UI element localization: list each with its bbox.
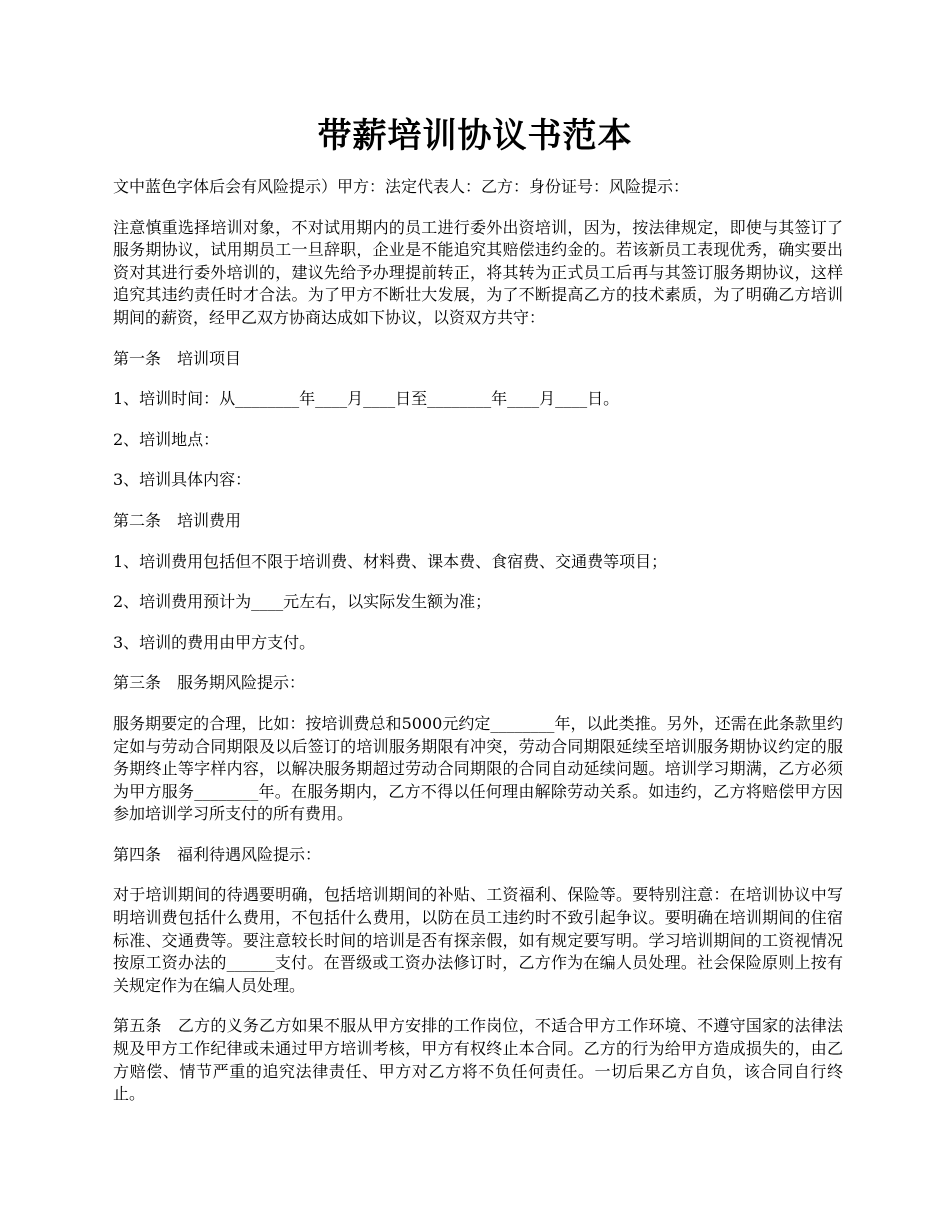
article-2-item-1: 1、培训费用包括但不限于培训费、材料费、课本费、食宿费、交通费等项目；	[113, 551, 668, 571]
article-1-item-2: 2、培训地点：	[113, 429, 220, 449]
article-1-heading: 第一条 培训项目	[113, 348, 242, 368]
article-2-heading: 第二条 培训费用	[113, 510, 242, 530]
document-title: 带薪培训协议书范本	[317, 116, 633, 156]
article-3-heading: 第三条 服务期风险提示：	[113, 673, 306, 693]
article-3-body: 服务期要定的合理，比如：按培训费总和5000元约定________年，以此类推。另外，还需在此条款里约定如与劳动合同期限及以后签订的培训服务期限有冲突，劳动合同期限延续至培训服务期协议约定的服务期终止等字样内容，以解决服务期超过劳动合同期限的合同自动延续问题。培训学习期满，乙方必须为甲方服务________年。在服务期内，乙方不得以任何理由解除劳动关系。如违约，乙方将赔偿甲方因参加培训学习所支付的所有费用。	[113, 713, 843, 824]
article-1-item-1: 1、培训时间：从________年____月____日至________年____月____日。	[113, 389, 620, 409]
intro-risk-paragraph: 注意慎重选择培训对象，不对试用期内的员工进行委外出资培训，因为，按法律规定，即使与其签订了服务期协议，试用期员工一旦辞职，企业是不能追究其赔偿违约金的。若该新员工表现优秀，确实要出资对其进行委外培训的，建议先给予办理提前转正，将其转为正式员工后再与其签订服务期协议，这样追究其违约责任时才合法。为了甲方不断壮大发展，为了不断提高乙方的技术素质，为了明确乙方培训期间的薪资，经甲乙双方协商达成如下协议，以资双方共守：	[113, 217, 843, 327]
article-2-item-3: 3、培训的费用由甲方支付。	[113, 632, 316, 652]
article-2-item-2: 2、培训费用预计为____元左右，以实际发生额为准；	[113, 592, 492, 612]
article-4-body: 对于培训期间的待遇要明确，包括培训期间的补贴、工资福利、保险等。要特别注意：在培训协议中写明培训费包括什么费用，不包括什么费用，以防在员工违约时不致引起争议。要明确在培训期间的住宿标准、交通费等。要注意较长时间的培训是否有探亲假，如有规定要写明。学习培训期间的工资视情况按原工资办法的______支付。在晋级或工资办法修订时，乙方作为在编人员处理。社会保险原则上按有关规定作为在编人员处理。	[113, 885, 843, 995]
intro-parties-line: 文中蓝色字体后会有风险提示）甲方：法定代表人：乙方：身份证号：风险提示：	[113, 177, 690, 196]
article-5-body: 第五条 乙方的义务乙方如果不服从甲方安排的工作岗位，不适合甲方工作环境、不遵守国家的法律法规及甲方工作纪律或未通过甲方培训考核，甲方有权终止本合同。乙方的行为给甲方造成损失的，由乙方赔偿、情节严重的追究法律责任、甲方对乙方将不负任何责任。一切后果乙方自负，该合同自行终止。	[113, 1016, 843, 1104]
article-1-item-3: 3、培训具体内容：	[113, 470, 252, 490]
document-body	[113, 176, 843, 1124]
article-4-heading: 第四条 福利待遇风险提示：	[113, 844, 322, 864]
